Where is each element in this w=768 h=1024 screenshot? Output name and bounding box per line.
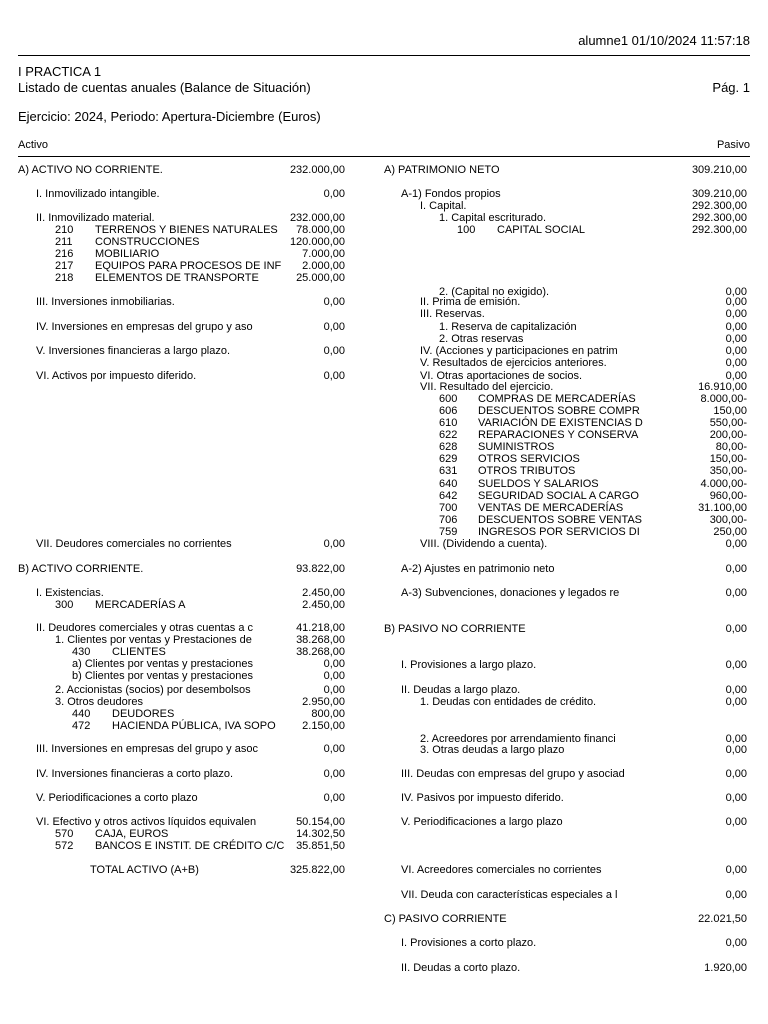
line-label: A-1) Fondos propios (401, 188, 501, 200)
line-label: SEGURIDAD SOCIAL A CARGO (478, 490, 639, 502)
line-label: V. Inversiones financieras a largo plazo. (36, 345, 231, 357)
line-amount: 0,00 (725, 768, 747, 780)
line-label: III. Inversiones inmobiliarias. (36, 296, 175, 308)
line-amount: 0,00 (725, 321, 747, 333)
report-title: Listado de cuentas anuales (Balance de Situación) (18, 80, 311, 95)
line-label: 1. Deudas con entidades de crédito. (420, 696, 597, 708)
line-amount: 232.000,00 (289, 212, 345, 224)
line-label: III. Deudas con empresas del grupo y asociad (401, 768, 625, 780)
line-label: EQUIPOS PARA PROCESOS DE INF (95, 260, 282, 272)
line-amount: 292.300,00 (691, 224, 747, 236)
line-amount: 0,00 (725, 286, 747, 298)
line-amount: 350,00- (709, 465, 747, 477)
account-code: 600 (439, 393, 458, 405)
line-label: TOTAL ACTIVO (A+B) (90, 864, 199, 876)
line-amount: 0,00 (323, 370, 345, 382)
line-label: HACIENDA PÚBLICA, IVA SOPO (112, 720, 276, 732)
line-label: b) Clientes por ventas y prestaciones (72, 670, 253, 682)
line-label: V. Resultados de ejercicios anteriores. (420, 357, 607, 369)
line-label: B) PASIVO NO CORRIENTE (384, 623, 526, 635)
account-code: 211 (55, 236, 73, 248)
line-amount: 2.950,00 (302, 696, 345, 708)
line-amount: 0,00 (725, 587, 747, 599)
line-amount: 0,00 (323, 538, 345, 550)
line-label: DESCUENTOS SOBRE VENTAS (478, 514, 643, 526)
line-amount: 0,00 (725, 733, 747, 745)
account-code: 570 (55, 828, 74, 840)
line-label: OTROS TRIBUTOS (478, 465, 576, 477)
line-label: IV. Pasivos por impuesto diferido. (401, 792, 564, 804)
line-amount: 16.910,00 (698, 381, 747, 393)
line-amount: 0,00 (725, 684, 747, 696)
line-label: VII. Resultado del ejercicio. (420, 381, 554, 393)
column-divider (18, 156, 750, 157)
line-amount: 4.000,00- (700, 478, 747, 490)
line-amount: 0,00 (323, 345, 345, 357)
line-amount: 0,00 (323, 684, 345, 696)
account-code: 572 (55, 840, 74, 852)
line-amount: 0,00 (323, 743, 345, 755)
line-amount: 0,00 (323, 658, 345, 670)
line-label: A) ACTIVO NO CORRIENTE. (18, 164, 163, 176)
line-label: II. Deudas a corto plazo. (401, 962, 521, 974)
line-amount: 0,00 (725, 538, 747, 550)
line-amount: 31.100,00 (698, 502, 747, 514)
line-amount: 309.210,00 (691, 164, 747, 176)
line-label: IV. Inversiones en empresas del grupo y aso (36, 321, 253, 333)
line-label: IV. (Acciones y participaciones en patrim (420, 345, 618, 357)
line-label: V. Periodificaciones a largo plazo (401, 816, 563, 828)
line-label: DEUDORES (112, 708, 175, 720)
line-label: CONSTRUCCIONES (95, 236, 200, 248)
line-label: DESCUENTOS SOBRE COMPR (478, 405, 640, 417)
account-code: 300 (55, 599, 74, 611)
line-amount: 1.920,00 (704, 962, 747, 974)
line-amount: 250,00 (713, 526, 747, 538)
line-label: 1. Clientes por ventas y Prestaciones de (55, 634, 252, 646)
line-amount: 309.210,00 (691, 188, 747, 200)
line-label: B) ACTIVO CORRIENTE. (18, 563, 144, 575)
line-amount: 7.000,00 (302, 248, 345, 260)
line-amount: 150,00 (713, 405, 747, 417)
line-label: a) Clientes por ventas y prestaciones (72, 658, 253, 670)
line-amount: 550,00- (709, 417, 747, 429)
line-amount: 0,00 (725, 864, 747, 876)
line-amount: 150,00- (709, 453, 747, 465)
line-label: CAJA, EUROS (95, 828, 169, 840)
line-label: VI. Efectivo y otros activos líquidos equivalen (36, 816, 257, 828)
account-code: 217 (55, 260, 74, 272)
line-label: VI. Acreedores comerciales no corrientes (401, 864, 602, 876)
line-label: II. Inmovilizado material. (36, 212, 155, 224)
line-amount: 25.000,00 (296, 272, 345, 284)
exercise-period: Ejercicio: 2024, Periodo: Apertura-Diciembre (Euros) (18, 109, 321, 124)
line-label: VI. Otras aportaciones de socios. (420, 370, 583, 382)
line-amount: 0,00 (725, 816, 747, 828)
line-label: VI. Activos por impuesto diferido. (36, 370, 197, 382)
line-label: III. Reservas. (420, 308, 485, 320)
line-label: 3. Otras deudas a largo plazo (420, 744, 565, 756)
line-amount: 292.300,00 (691, 200, 747, 212)
column-header-activo: Activo (18, 139, 48, 151)
line-amount: 8.000,00- (700, 393, 747, 405)
line-amount: 232.000,00 (289, 164, 345, 176)
line-label: INGRESOS POR SERVICIOS DI (478, 526, 640, 538)
line-amount: 120.000,00 (289, 236, 345, 248)
line-label: V. Periodificaciones a corto plazo (36, 792, 198, 804)
line-amount: 292.300,00 (691, 212, 747, 224)
line-amount: 0,00 (725, 623, 747, 635)
account-code: 430 (72, 646, 91, 658)
line-amount: 0,00 (725, 696, 747, 708)
line-amount: 0,00 (725, 563, 747, 575)
column-header-pasivo: Pasivo (716, 139, 750, 151)
line-amount: 2.450,00 (302, 587, 345, 599)
page-number: Pág. 1 (712, 80, 750, 95)
line-amount: 93.822,00 (296, 563, 345, 575)
line-amount: 0,00 (323, 321, 345, 333)
line-amount: 80,00- (715, 441, 747, 453)
account-code: 628 (439, 441, 458, 453)
line-label: ELEMENTOS DE TRANSPORTE (95, 272, 259, 284)
line-label: SUELDOS Y SALARIOS (478, 478, 599, 490)
line-amount: 38.268,00 (296, 634, 345, 646)
line-label: MERCADERÍAS A (95, 599, 186, 611)
line-label: I. Existencias. (36, 587, 104, 599)
account-code: 216 (55, 248, 74, 260)
line-label: III. Inversiones en empresas del grupo y asoc (36, 743, 258, 755)
line-amount: 0,00 (323, 792, 345, 804)
line-amount: 22.021,50 (698, 913, 747, 925)
account-code: 472 (72, 720, 91, 732)
line-label: A-3) Subvenciones, donaciones y legados re (401, 587, 620, 599)
line-label: I. Capital. (420, 200, 467, 212)
line-label: CLIENTES (112, 646, 166, 658)
line-label: MOBILIARIO (95, 248, 160, 260)
account-code: 622 (439, 429, 458, 441)
line-label: 1. Reserva de capitalización (439, 321, 577, 333)
line-label: 2. Otras reservas (439, 333, 524, 345)
account-code: 642 (439, 490, 458, 502)
line-amount: 35.851,50 (296, 840, 345, 852)
account-code: 631 (439, 465, 458, 477)
header-divider (18, 55, 750, 56)
line-amount: 300,00- (709, 514, 747, 526)
line-amount: 41.218,00 (296, 622, 345, 634)
line-amount: 78.000,00 (296, 224, 345, 236)
account-code: 706 (439, 514, 458, 526)
account-code: 629 (439, 453, 458, 465)
line-amount: 0,00 (323, 670, 345, 682)
account-code: 700 (439, 502, 458, 514)
line-label: OTROS SERVICIOS (478, 453, 580, 465)
line-amount: 14.302,50 (296, 828, 345, 840)
line-amount: 800,00 (311, 708, 345, 720)
account-code: 440 (72, 708, 91, 720)
line-label: CAPITAL SOCIAL (497, 224, 586, 236)
line-label: VARIACIÓN DE EXISTENCIAS D (478, 417, 643, 429)
company-name: I PRACTICA 1 (18, 64, 102, 79)
line-label: 2. (Capital no exigido). (439, 286, 550, 298)
line-amount: 0,00 (725, 889, 747, 901)
line-label: 3. Otros deudores (55, 696, 144, 708)
line-amount: 0,00 (725, 357, 747, 369)
line-label: II. Deudas a largo plazo. (401, 684, 521, 696)
line-label: A) PATRIMONIO NETO (384, 164, 500, 176)
line-amount: 200,00- (709, 429, 747, 441)
line-label: SUMINISTROS (478, 441, 555, 453)
line-label: I. Inmovilizado intangible. (36, 188, 160, 200)
line-label: TERRENOS Y BIENES NATURALES (95, 224, 278, 236)
line-label: BANCOS E INSTIT. DE CRÉDITO C/C (95, 840, 285, 852)
line-amount: 38.268,00 (296, 646, 345, 658)
line-label: 1. Capital escriturado. (439, 212, 546, 224)
line-label: II. Prima de emisión. (420, 296, 521, 308)
line-amount: 2.150,00 (302, 720, 345, 732)
line-amount: 0,00 (725, 308, 747, 320)
line-amount: 325.822,00 (289, 864, 345, 876)
account-code: 606 (439, 405, 458, 417)
line-label: C) PASIVO CORRIENTE (384, 913, 507, 925)
line-label: A-2) Ajustes en patrimonio neto (401, 563, 555, 575)
account-code: 640 (439, 478, 458, 490)
line-amount: 960,00- (709, 490, 747, 502)
line-label: II. Deudores comerciales y otras cuentas a c (36, 622, 254, 634)
line-label: VENTAS DE MERCADERÍAS (478, 502, 624, 514)
line-amount: 0,00 (725, 345, 747, 357)
line-amount: 2.000,00 (302, 260, 345, 272)
account-code: 100 (457, 224, 476, 236)
account-code: 759 (439, 526, 458, 538)
line-label: 2. Acreedores por arrendamiento financi (420, 733, 616, 745)
line-label: VII. Deuda con características especiales a l (401, 889, 618, 901)
account-code: 210 (55, 224, 74, 236)
line-label: REPARACIONES Y CONSERVA (478, 429, 639, 441)
account-code: 610 (439, 417, 458, 429)
line-label: I. Provisiones a corto plazo. (401, 937, 537, 949)
line-amount: 2.450,00 (302, 599, 345, 611)
line-label: I. Provisiones a largo plazo. (401, 659, 537, 671)
line-label: VIII. (Dividendo a cuenta). (420, 538, 548, 550)
account-code: 218 (55, 272, 74, 284)
line-amount: 0,00 (725, 333, 747, 345)
line-amount: 0,00 (725, 937, 747, 949)
line-label: IV. Inversiones financieras a corto plazo. (36, 768, 234, 780)
line-amount: 0,00 (725, 792, 747, 804)
line-amount: 0,00 (725, 744, 747, 756)
line-amount: 0,00 (725, 659, 747, 671)
line-label: 2. Accionistas (socios) por desembolsos (55, 684, 251, 696)
line-amount: 0,00 (323, 768, 345, 780)
user-timestamp: alumne1 01/10/2024 11:57:18 (578, 33, 750, 48)
line-amount: 0,00 (725, 296, 747, 308)
line-amount: 0,00 (323, 188, 345, 200)
line-label: COMPRAS DE MERCADERÍAS (478, 393, 636, 405)
line-label: VII. Deudores comerciales no corrientes (36, 538, 232, 550)
line-amount: 0,00 (725, 370, 747, 382)
line-amount: 50.154,00 (296, 816, 345, 828)
line-amount: 0,00 (323, 296, 345, 308)
